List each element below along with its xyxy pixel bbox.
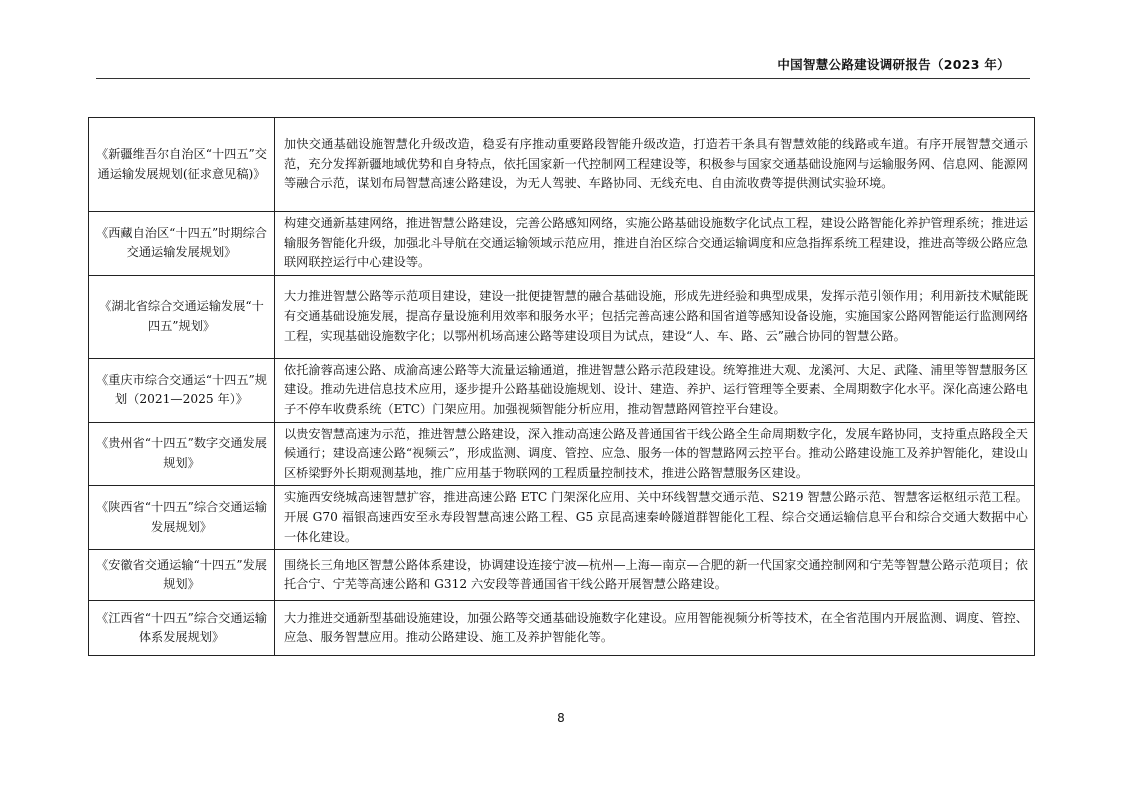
plan-name-cell: 《江西省“十四五”综合交通运输体系发展规划》 xyxy=(89,601,275,656)
plan-name-cell: 《安徽省交通运输“十四五”发展规划》 xyxy=(89,550,275,601)
plan-name-cell: 《湖北省综合交通运输发展“十四五”规划》 xyxy=(89,275,275,358)
table-row xyxy=(89,275,1035,358)
plan-name-cell: 《西藏自治区“十四五”时期综合交通运输发展规划》 xyxy=(89,212,275,276)
table-row xyxy=(89,358,1035,422)
table-row xyxy=(89,601,1035,656)
plan-content-cell: 依托渝蓉高速公路、成渝高速公路等大流量运输通道，推进智慧公路示范段建设。统筹推进大观、龙溪河、大足、武隆、浦里等智慧服务区建设。推动先进信息技术应用，逐步提升公路基础设施规划、设计、建造、养护、运行管理等全要素、全周期数字化水平。深化高速公路电子不停车收费系统（ETC）门架应用。加强视频智能分析应用，推动智慧路网管控平台建设。 xyxy=(275,358,1035,422)
plan-content-cell: 构建交通新基建网络，推进智慧公路建设，完善公路感知网络，实施公路基础设施数字化试点工程，建设公路智能化养护管理系统；推进运输服务智能化升级，加强北斗导航在交通运输领域示范应用，推进自治区综合交通运输调度和应急指挥系统工程建设，推进高等级公路应急联网联控运行中心建设等。 xyxy=(275,212,1035,276)
plan-content-cell: 围绕长三角地区智慧公路体系建设，协调建设连接宁波—杭州—上海—南京—合肥的新一代国家交通控制网和宁芜等智慧公路示范项目；依托合宁、宁芜等高速公路和 G312 六安段等普通国省干线公路开展智慧公路建设。 xyxy=(275,550,1035,601)
plan-name-cell: 《重庆市综合交通运“十四五”规划（2021—2025 年）》 xyxy=(89,358,275,422)
header-divider xyxy=(96,78,1030,79)
plan-name-cell: 《新疆维吾尔自治区“十四五”交通运输发展规划(征求意见稿)》 xyxy=(89,118,275,212)
plan-content-cell: 加快交通基础设施智慧化升级改造，稳妥有序推动重要路段智能升级改造，打造若干条具有智慧效能的线路或车道。有序开展智慧交通示范，充分发挥新疆地域优势和自身特点，依托国家新一代控制网工程建设等，积极参与国家交通基础设施网与运输服务网、信息网、能源网等融合示范，谋划布局智慧高速公路建设，为无人驾驶、车路协同、无线充电、自由流收费等提供测试实验环境。 xyxy=(275,118,1035,212)
table-row xyxy=(89,422,1035,486)
page-number: 8 xyxy=(557,711,565,725)
plan-content-cell: 大力推进智慧公路等示范项目建设，建设一批便捷智慧的融合基础设施，形成先进经验和典型成果，发挥示范引领作用；利用新技术赋能既有交通基础设施发展，提高存量设施利用效率和服务水平；包括完善高速公路和国省道等感知设备设施，实施国家公路网智能运行监测网络工程，实现基础设施数字化；以鄂州机场高速公路等建设项目为试点，建设“人、车、路、云”融合协同的智慧公路。 xyxy=(275,275,1035,358)
table-row xyxy=(89,486,1035,550)
report-header-title: 中国智慧公路建设调研报告（2023 年） xyxy=(777,57,1010,72)
plan-name-cell: 《陕西省“十四五”综合交通运输发展规划》 xyxy=(89,486,275,550)
table-row xyxy=(89,118,1035,212)
plan-name-cell: 《贵州省“十四五”数字交通发展规划》 xyxy=(89,422,275,486)
plan-content-cell: 实施西安绕城高速智慧扩容，推进高速公路 ETC 门架深化应用、关中环线智慧交通示范、S219 智慧公路示范、智慧客运枢纽示范工程。开展 G70 福银高速西安至永寿段智慧高速公路工程、G5 京昆高速秦岭隧道群智能化工程、综合交通运输信息平台和综合交通大数据中心一体化建设。 xyxy=(275,486,1035,550)
plan-content-cell: 以贵安智慧高速为示范，推进智慧公路建设，深入推动高速公路及普通国省干线公路全生命周期数字化，发展车路协同，支持重点路段全天候通行；建设高速公路“视频云”，形成监测、调度、管控、应急、服务一体的智慧路网云控平台。推动公路建设施工及养护智能化，建设山区桥梁野外长期观测基地，推广应用基于物联网的工程质量控制技术，推进公路智慧服务区建设。 xyxy=(275,422,1035,486)
table-row xyxy=(89,212,1035,276)
table-row xyxy=(89,550,1035,601)
plan-content-cell: 大力推进交通新型基础设施建设，加强公路等交通基础设施数字化建设。应用智能视频分析等技术，在全省范围内开展监测、调度、管控、应急、服务智慧应用。推动公路建设、施工及养护智能化等。 xyxy=(275,601,1035,656)
policy-table xyxy=(88,117,1035,656)
